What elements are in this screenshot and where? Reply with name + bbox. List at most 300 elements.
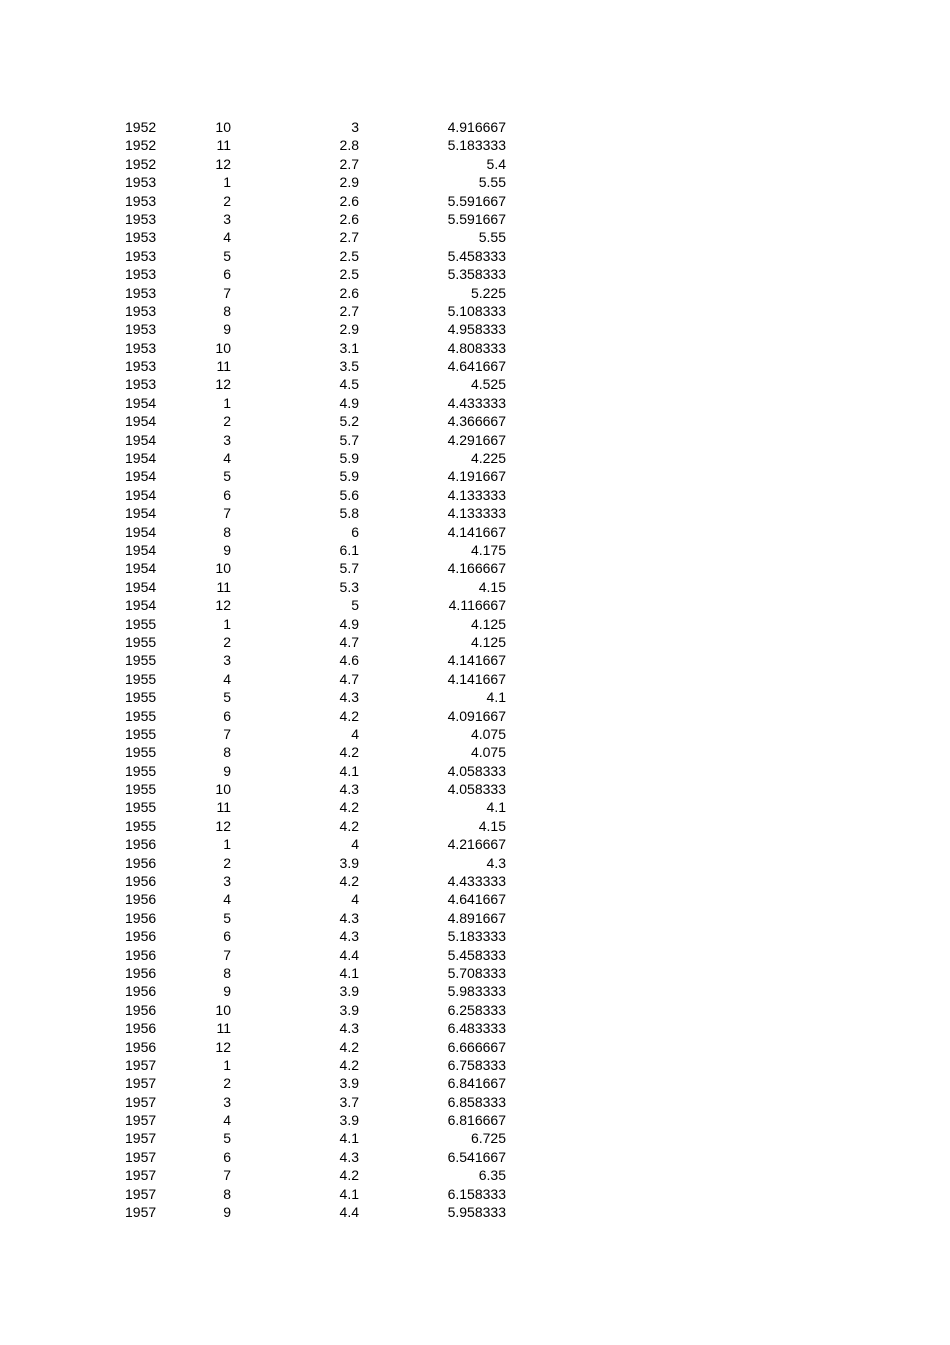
- table-row: [0, 357, 950, 375]
- year-cell: 1954: [125, 394, 157, 411]
- year-cell: 1956: [125, 1001, 157, 1018]
- average-cell: 4.125: [470, 615, 506, 632]
- average-cell: 4.058333: [447, 762, 506, 779]
- month-cell: 6: [223, 1148, 231, 1165]
- value-cell: 4.3: [339, 928, 359, 945]
- table-row: [0, 412, 950, 430]
- value-cell: 5.7: [339, 431, 359, 448]
- average-cell: 6.841667: [447, 1075, 506, 1092]
- table-row: [0, 155, 950, 173]
- year-cell: 1954: [125, 468, 157, 485]
- value-cell: 3.5: [339, 358, 359, 375]
- table-row: [0, 192, 950, 210]
- average-cell: 4.916667: [447, 119, 506, 135]
- year-cell: 1957: [125, 1056, 157, 1073]
- average-cell: 4.133333: [447, 505, 506, 522]
- month-cell: 5: [223, 247, 231, 264]
- month-cell: 2: [223, 413, 231, 430]
- table-row: [0, 559, 950, 577]
- value-cell: 4.2: [339, 1056, 359, 1073]
- data-table: [0, 118, 950, 1221]
- year-cell: 1956: [125, 928, 157, 945]
- value-cell: 5.8: [339, 505, 359, 522]
- value-cell: 4.3: [339, 1148, 359, 1165]
- table-row: [0, 1148, 950, 1166]
- year-cell: 1955: [125, 707, 157, 724]
- year-cell: 1953: [125, 376, 157, 393]
- value-cell: 4.3: [339, 689, 359, 706]
- month-cell: 10: [215, 1001, 231, 1018]
- table-row: [0, 320, 950, 338]
- average-cell: 4.225: [470, 450, 506, 467]
- year-cell: 1956: [125, 873, 157, 890]
- value-cell: 4.9: [339, 394, 359, 411]
- average-cell: 4.191667: [447, 468, 506, 485]
- value-cell: 2.5: [339, 266, 359, 283]
- year-cell: 1953: [125, 247, 157, 264]
- table-row: [0, 890, 950, 908]
- value-cell: 4.2: [339, 817, 359, 834]
- table-row: [0, 798, 950, 816]
- average-cell: 4.433333: [447, 394, 506, 411]
- month-cell: 2: [223, 1075, 231, 1092]
- year-cell: 1955: [125, 633, 157, 650]
- average-cell: 4.091667: [447, 707, 506, 724]
- month-cell: 5: [223, 909, 231, 926]
- average-cell: 4.216667: [447, 836, 506, 853]
- month-cell: 4: [223, 1112, 231, 1129]
- year-cell: 1952: [125, 155, 157, 172]
- year-cell: 1954: [125, 523, 157, 540]
- average-cell: 4.366667: [447, 413, 506, 430]
- value-cell: 4: [351, 836, 359, 853]
- value-cell: 3.9: [339, 983, 359, 1000]
- value-cell: 4.2: [339, 707, 359, 724]
- average-cell: 4.15: [478, 817, 506, 834]
- year-cell: 1956: [125, 891, 157, 908]
- value-cell: 2.6: [339, 284, 359, 301]
- average-cell: 4.075: [470, 744, 506, 761]
- month-cell: 8: [223, 964, 231, 981]
- year-cell: 1957: [125, 1204, 157, 1221]
- average-cell: 5.458333: [447, 247, 506, 264]
- table-row: [0, 210, 950, 228]
- average-cell: 5.591667: [447, 192, 506, 209]
- table-row: [0, 1001, 950, 1019]
- average-cell: 4.058333: [447, 781, 506, 798]
- value-cell: 2.5: [339, 247, 359, 264]
- month-cell: 11: [216, 358, 231, 375]
- table-row: [0, 247, 950, 265]
- average-cell: 4.116667: [448, 597, 506, 614]
- average-cell: 4.808333: [447, 339, 506, 356]
- year-cell: 1957: [125, 1112, 157, 1129]
- year-cell: 1952: [125, 137, 157, 154]
- year-cell: 1954: [125, 413, 157, 430]
- table-row: [0, 872, 950, 890]
- average-cell: 4.141667: [447, 523, 506, 540]
- value-cell: 4.3: [339, 1020, 359, 1037]
- average-cell: 5.4: [486, 155, 506, 172]
- table-row: [0, 394, 950, 412]
- average-cell: 6.158333: [447, 1185, 506, 1202]
- value-cell: 3.7: [339, 1093, 359, 1110]
- value-cell: 2.9: [339, 321, 359, 338]
- month-cell: 12: [215, 1038, 231, 1055]
- month-cell: 6: [223, 928, 231, 945]
- average-cell: 5.225: [470, 284, 506, 301]
- year-cell: 1953: [125, 266, 157, 283]
- table-row: [0, 1166, 950, 1184]
- month-cell: 8: [223, 302, 231, 319]
- month-cell: 6: [223, 486, 231, 503]
- month-cell: 9: [223, 541, 231, 558]
- month-cell: 9: [223, 983, 231, 1000]
- table-row: [0, 596, 950, 614]
- month-cell: 3: [223, 873, 231, 890]
- average-cell: 6.35: [478, 1167, 506, 1184]
- month-cell: 10: [215, 560, 231, 577]
- average-cell: 5.591667: [447, 210, 506, 227]
- table-row: [0, 523, 950, 541]
- average-cell: 4.1: [486, 689, 506, 706]
- month-cell: 12: [215, 376, 231, 393]
- month-cell: 11: [216, 1020, 231, 1037]
- table-row: [0, 1074, 950, 1092]
- value-cell: 5.9: [339, 468, 359, 485]
- table-row: [0, 909, 950, 927]
- year-cell: 1953: [125, 358, 157, 375]
- table-row: [0, 136, 950, 154]
- value-cell: 5.9: [339, 450, 359, 467]
- month-cell: 7: [223, 284, 231, 301]
- average-cell: 5.708333: [447, 964, 506, 981]
- year-cell: 1955: [125, 652, 157, 669]
- month-cell: 9: [223, 762, 231, 779]
- average-cell: 6.258333: [447, 1001, 506, 1018]
- month-cell: 2: [223, 854, 231, 871]
- year-cell: 1953: [125, 229, 157, 246]
- month-cell: 2: [223, 633, 231, 650]
- table-row: [0, 780, 950, 798]
- table-row: [0, 1129, 950, 1147]
- table-row: [0, 964, 950, 982]
- value-cell: 2.7: [339, 155, 359, 172]
- year-cell: 1956: [125, 909, 157, 926]
- table-row: [0, 375, 950, 393]
- table-row: [0, 1038, 950, 1056]
- month-cell: 10: [215, 339, 231, 356]
- month-cell: 1: [223, 836, 231, 853]
- month-cell: 11: [216, 578, 231, 595]
- average-cell: 5.55: [478, 229, 506, 246]
- year-cell: 1956: [125, 1020, 157, 1037]
- year-cell: 1954: [125, 450, 157, 467]
- table-row: [0, 670, 950, 688]
- year-cell: 1956: [125, 983, 157, 1000]
- table-row: [0, 651, 950, 669]
- table-row: [0, 725, 950, 743]
- table-row: [0, 688, 950, 706]
- value-cell: 4.6: [339, 652, 359, 669]
- year-cell: 1953: [125, 339, 157, 356]
- average-cell: 4.641667: [447, 358, 506, 375]
- average-cell: 6.666667: [447, 1038, 506, 1055]
- value-cell: 4.3: [339, 909, 359, 926]
- month-cell: 12: [215, 155, 231, 172]
- month-cell: 8: [223, 744, 231, 761]
- value-cell: 4.2: [339, 873, 359, 890]
- year-cell: 1957: [125, 1185, 157, 1202]
- month-cell: 3: [223, 431, 231, 448]
- table-row: [0, 504, 950, 522]
- year-cell: 1953: [125, 284, 157, 301]
- table-row: [0, 743, 950, 761]
- table-row: [0, 946, 950, 964]
- year-cell: 1955: [125, 689, 157, 706]
- table-row: [0, 173, 950, 191]
- month-cell: 5: [223, 689, 231, 706]
- month-cell: 7: [223, 946, 231, 963]
- year-cell: 1954: [125, 486, 157, 503]
- year-cell: 1954: [125, 505, 157, 522]
- table-row: [0, 541, 950, 559]
- average-cell: 4.1: [486, 799, 506, 816]
- year-cell: 1955: [125, 799, 157, 816]
- month-cell: 6: [223, 707, 231, 724]
- value-cell: 4.9: [339, 615, 359, 632]
- month-cell: 1: [223, 1056, 231, 1073]
- month-cell: 6: [223, 266, 231, 283]
- month-cell: 1: [223, 174, 231, 191]
- value-cell: 5.6: [339, 486, 359, 503]
- year-cell: 1957: [125, 1130, 157, 1147]
- table-row: [0, 707, 950, 725]
- value-cell: 2.6: [339, 210, 359, 227]
- table-row: [0, 817, 950, 835]
- table-row: [0, 1093, 950, 1111]
- year-cell: 1957: [125, 1075, 157, 1092]
- year-cell: 1953: [125, 174, 157, 191]
- average-cell: 5.358333: [447, 266, 506, 283]
- value-cell: 4: [351, 725, 359, 742]
- year-cell: 1954: [125, 578, 157, 595]
- month-cell: 7: [223, 1167, 231, 1184]
- value-cell: 4.7: [339, 633, 359, 650]
- value-cell: 5.3: [339, 578, 359, 595]
- value-cell: 3.9: [339, 1001, 359, 1018]
- year-cell: 1953: [125, 192, 157, 209]
- average-cell: 5.55: [478, 174, 506, 191]
- value-cell: 3.1: [339, 339, 359, 356]
- month-cell: 9: [223, 1204, 231, 1221]
- month-cell: 11: [216, 799, 231, 816]
- month-cell: 7: [223, 505, 231, 522]
- year-cell: 1956: [125, 854, 157, 871]
- month-cell: 12: [215, 597, 231, 614]
- value-cell: 4.2: [339, 744, 359, 761]
- value-cell: 4.1: [339, 762, 359, 779]
- month-cell: 1: [223, 615, 231, 632]
- month-cell: 5: [223, 468, 231, 485]
- table-row: [0, 449, 950, 467]
- value-cell: 2.9: [339, 174, 359, 191]
- year-cell: 1955: [125, 725, 157, 742]
- value-cell: 4.3: [339, 781, 359, 798]
- table-row: [0, 835, 950, 853]
- month-cell: 4: [223, 450, 231, 467]
- month-cell: 11: [216, 137, 231, 154]
- month-cell: 8: [223, 1185, 231, 1202]
- value-cell: 4.5: [339, 376, 359, 393]
- month-cell: 4: [223, 229, 231, 246]
- value-cell: 4.4: [339, 1204, 359, 1221]
- average-cell: 5.958333: [447, 1204, 506, 1221]
- table-row: [0, 467, 950, 485]
- month-cell: 5: [223, 1130, 231, 1147]
- average-cell: 4.525: [470, 376, 506, 393]
- average-cell: 5.183333: [447, 137, 506, 154]
- month-cell: 10: [215, 119, 231, 135]
- average-cell: 6.541667: [447, 1148, 506, 1165]
- month-cell: 8: [223, 523, 231, 540]
- value-cell: 3.9: [339, 1075, 359, 1092]
- table-row: [0, 1185, 950, 1203]
- year-cell: 1956: [125, 964, 157, 981]
- value-cell: 2.7: [339, 302, 359, 319]
- average-cell: 4.891667: [447, 909, 506, 926]
- year-cell: 1954: [125, 597, 157, 614]
- month-cell: 4: [223, 670, 231, 687]
- table-row: [0, 1203, 950, 1221]
- average-cell: 4.175: [470, 541, 506, 558]
- table-row: [0, 118, 950, 136]
- value-cell: 3.9: [339, 854, 359, 871]
- value-cell: 2.6: [339, 192, 359, 209]
- year-cell: 1956: [125, 836, 157, 853]
- average-cell: 6.758333: [447, 1056, 506, 1073]
- table-row: [0, 982, 950, 1000]
- year-cell: 1952: [125, 119, 157, 135]
- average-cell: 6.816667: [447, 1112, 506, 1129]
- year-cell: 1954: [125, 541, 157, 558]
- average-cell: 4.166667: [447, 560, 506, 577]
- table-row: [0, 927, 950, 945]
- average-cell: 4.075: [470, 725, 506, 742]
- year-cell: 1955: [125, 670, 157, 687]
- average-cell: 4.291667: [447, 431, 506, 448]
- month-cell: 3: [223, 210, 231, 227]
- year-cell: 1955: [125, 762, 157, 779]
- table-row: [0, 1056, 950, 1074]
- table-row: [0, 762, 950, 780]
- average-cell: 6.483333: [447, 1020, 506, 1037]
- year-cell: 1955: [125, 781, 157, 798]
- month-cell: 10: [215, 781, 231, 798]
- month-cell: 7: [223, 725, 231, 742]
- average-cell: 4.641667: [447, 891, 506, 908]
- month-cell: 9: [223, 321, 231, 338]
- average-cell: 4.958333: [447, 321, 506, 338]
- average-cell: 6.725: [470, 1130, 506, 1147]
- value-cell: 4.1: [339, 1130, 359, 1147]
- value-cell: 4.2: [339, 1038, 359, 1055]
- average-cell: 4.433333: [447, 873, 506, 890]
- table-row: [0, 431, 950, 449]
- year-cell: 1954: [125, 431, 157, 448]
- average-cell: 4.141667: [447, 670, 506, 687]
- average-cell: 5.458333: [447, 946, 506, 963]
- average-cell: 4.141667: [447, 652, 506, 669]
- value-cell: 4.7: [339, 670, 359, 687]
- average-cell: 4.15: [478, 578, 506, 595]
- year-cell: 1955: [125, 744, 157, 761]
- table-row: [0, 486, 950, 504]
- year-cell: 1956: [125, 946, 157, 963]
- value-cell: 4.4: [339, 946, 359, 963]
- average-cell: 5.183333: [447, 928, 506, 945]
- value-cell: 4: [351, 891, 359, 908]
- average-cell: 5.108333: [447, 302, 506, 319]
- average-cell: 4.133333: [447, 486, 506, 503]
- value-cell: 2.7: [339, 229, 359, 246]
- value-cell: 2.8: [339, 137, 359, 154]
- year-cell: 1954: [125, 560, 157, 577]
- year-cell: 1955: [125, 817, 157, 834]
- average-cell: 5.983333: [447, 983, 506, 1000]
- average-cell: 6.858333: [447, 1093, 506, 1110]
- year-cell: 1953: [125, 302, 157, 319]
- value-cell: 5.7: [339, 560, 359, 577]
- month-cell: 2: [223, 192, 231, 209]
- month-cell: 12: [215, 817, 231, 834]
- year-cell: 1957: [125, 1167, 157, 1184]
- table-row: [0, 1111, 950, 1129]
- month-cell: 3: [223, 1093, 231, 1110]
- month-cell: 4: [223, 891, 231, 908]
- month-cell: 3: [223, 652, 231, 669]
- average-cell: 4.125: [470, 633, 506, 650]
- value-cell: 5.2: [339, 413, 359, 430]
- table-row: [0, 302, 950, 320]
- table-row: [0, 339, 950, 357]
- year-cell: 1953: [125, 321, 157, 338]
- year-cell: 1956: [125, 1038, 157, 1055]
- year-cell: 1955: [125, 615, 157, 632]
- year-cell: 1957: [125, 1093, 157, 1110]
- table-row: [0, 265, 950, 283]
- value-cell: 4.2: [339, 1167, 359, 1184]
- year-cell: 1957: [125, 1148, 157, 1165]
- table-row: [0, 228, 950, 246]
- table-row: [0, 854, 950, 872]
- table-row: [0, 578, 950, 596]
- value-cell: 6: [351, 523, 359, 540]
- average-cell: 4.3: [486, 854, 506, 871]
- table-row: [0, 615, 950, 633]
- month-cell: 1: [223, 394, 231, 411]
- value-cell: 3: [351, 119, 359, 135]
- table-row: [0, 1019, 950, 1037]
- table-row: [0, 284, 950, 302]
- value-cell: 4.1: [339, 1185, 359, 1202]
- value-cell: 3.9: [339, 1112, 359, 1129]
- value-cell: 4.2: [339, 799, 359, 816]
- value-cell: 5: [351, 597, 359, 614]
- value-cell: 4.1: [339, 964, 359, 981]
- table-row: [0, 633, 950, 651]
- value-cell: 6.1: [339, 541, 359, 558]
